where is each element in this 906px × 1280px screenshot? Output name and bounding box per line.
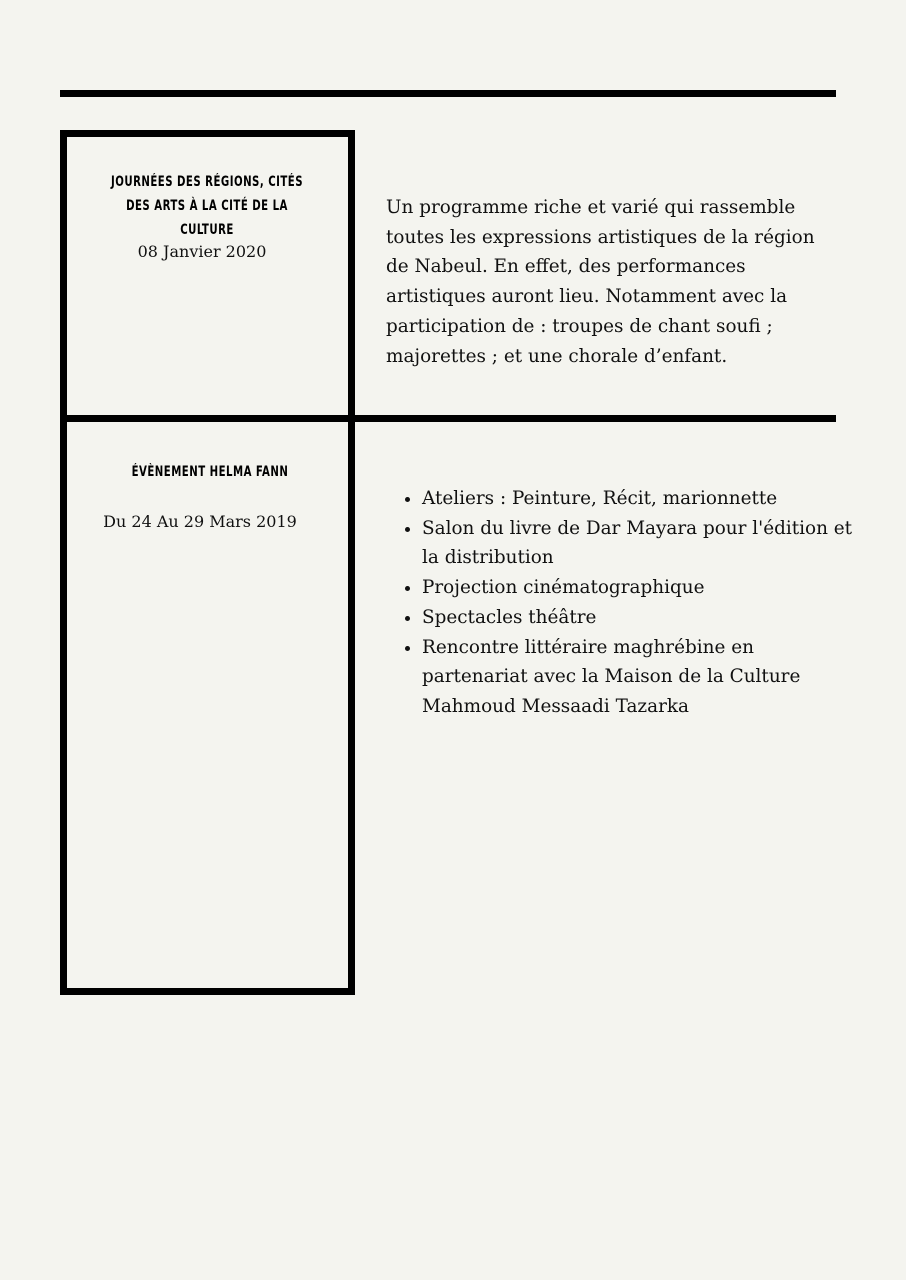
event-date: 08 Janvier 2020: [137, 242, 267, 261]
list-item: • Spectacles théâtre: [422, 603, 862, 633]
list-item: • Salon du livre de Dar Mayara pour l'édition et la distribution: [422, 514, 862, 573]
list-item: • Ateliers : Peinture, Récit, marionnette: [422, 484, 862, 514]
event-description: Un programme riche et varié qui rassemble toutes les expressions artistiques de la région de Nabeul. En effet, des performances artistiques auront lieu. Notamment avec la participation de : troupes de chant soufi ; majorettes ; et une chorale d’enfant.: [386, 197, 815, 367]
event-date: Du 24 Au 29 Mars 2019: [103, 512, 297, 531]
event-program-list: [396, 484, 862, 722]
list-item: • Rencontre littéraire maghrébine en partenariat avec la Maison de la Culture Mahmoud Messaadi Tazarka: [422, 633, 862, 722]
section-divider: [60, 415, 836, 422]
top-divider: [60, 90, 836, 97]
list-item: • Projection cinématographique: [422, 573, 862, 603]
event-title: ÉVÈNEMENT HELMA FANN: [131, 464, 289, 480]
event-title: JOURNÉES DES RÉGIONS, CITÉS DES ARTS À LA CITÉ DE LA CULTURE: [110, 174, 304, 238]
